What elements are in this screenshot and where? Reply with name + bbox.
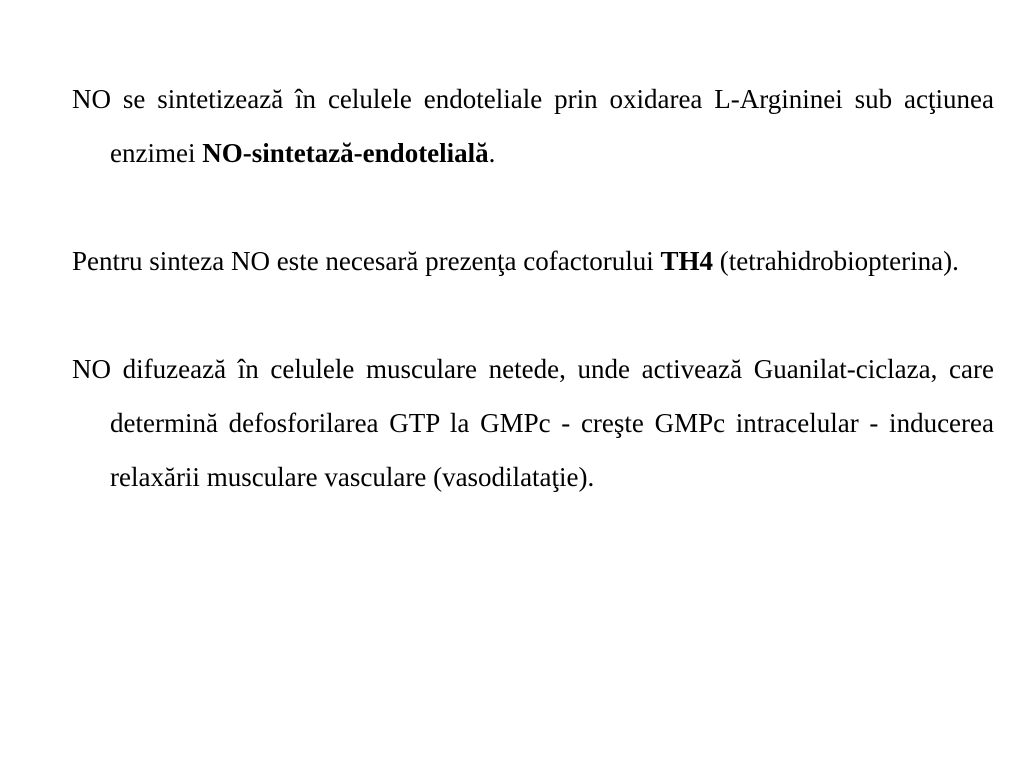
paragraph-no-synthesis	[72, 72, 994, 180]
enzyme-name: NO-sintetază-endotelială	[202, 138, 489, 168]
paragraph-cofactor	[72, 234, 994, 288]
paragraph-text-end: .	[488, 138, 496, 168]
paragraph-text: NO se sintetizează în celulele endoteliale prin oxidarea L-Argininei sub acţiunea enzimei	[72, 84, 994, 168]
cofactor-name: TH4	[660, 246, 713, 276]
paragraph-text-end: (tetrahidrobiopterina).	[712, 246, 959, 276]
paragraph-text: Pentru sinteza NO este necesară prezenţa cofactorului	[72, 246, 661, 276]
slide-body	[72, 72, 994, 504]
paragraph-diffusion	[72, 342, 994, 504]
paragraph-text: NO difuzează în celulele musculare netede, unde activează Guanilat-ciclaza, care determină defosforilarea GTP la GMPc - creşte GMPc intracelular - inducerea relaxării musculare vasculare (vasodilataţie).	[72, 354, 994, 492]
